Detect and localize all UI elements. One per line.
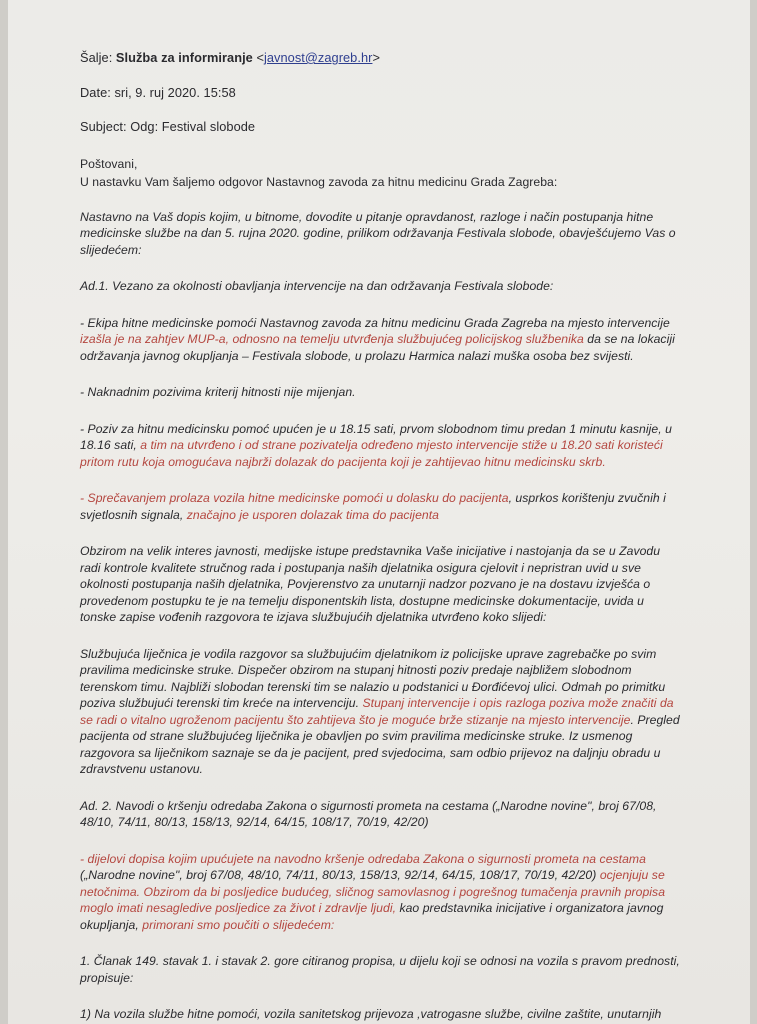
subject-line: Subject: Odg: Festival slobode [80,119,256,134]
from-email-link[interactable]: javnost@zagreb.hr [263,50,373,65]
from-name: Služba za informiranje [115,50,253,65]
paragraph-oversight: Obzirom na velik interes javnosti, medijske istupe predstavnika Vaše inicijative i nastojanja da se u Zavodu radi kontrole kvalitete stručnog rada i postupanja naših djelatnika osigura cjelovit i nepristran uvid u sve okolnosti postupanja naših djelatnika, Povjerenstvo za unutarnji nadzor pozvano je na dostavu izvješća o provedenom postupku te je na temelju disponentskih lista, dostupne medicinske dokumentacije, uvida u tonske zapise vođenih razgovora te izjava službujućih djelatnika utvrđeno koko slijedi: [80,544,661,624]
paragraph-findings: Službujuća liječnica je vodila razgovor sa službujućim djelatnikom iz policijske uprave zagrebačke po svim pravilima medicinske struke. Dispečer obzirom na stupanj hitnosti poziv predaje najbližem slobodnom terenskom timu. Najbliži slobodan terenski tim se nalazio u podstanici u Đorđićevoj ulici. Odmah po primitku poziva službujući terenski tim kreće na intervenciju. Stupanj intervencije i opis razloga poziva može značiti da se radi o vitalno ugroženom pacijentu što zahtijeva što je moguće brže stizanje na mjesto intervencije. Pregled pacijenta od strane službujućeg liječnika je obavljen po svim pravilima medicinske struke. Iz usmenog razgovora sa liječnikom saznaje se da je pacijent, pred svjedocima, sam odbio prijevoz na daljnju obradu u zdravstvenu ustanovu. [80,646,680,776]
date-line: Date: sri, 9. ruj 2020. 15:58 [80,84,236,100]
paragraph-law-claims: - dijelovi dopisa kojim upućujete na navodno kršenje odredaba Zakona o sigurnosti prometa na cestama („Narodne novine", broj 67/08, 48/10, 74/11, 80/13, 158/13, 92/14, 64/15, 108/17, 70/19, 42/20) ocjenjuju se netočnima. Obzirom da bi posljedice budućeg, sličnog samovlasnog i pogrešnog tumačenja pravnih propisa moglo imati nesagledive posljedice za život i zdravlje ljudi, kao predstavnika inicijative i organizatora javnog okupljanja, primorani smo poučiti o slijedećem: [80,851,666,932]
section-ad1-heading: Ad.1. Vezano za okolnosti obavljanja intervencije na dan održavanja Festivala slobode: [80,279,554,293]
paragraph-article-text: 1) Na vozila službe hitne pomoći, vozila sanitetskog prijevoza ,vatrogasne službe, civilne zaštite, unutarnjih [80,1007,662,1021]
document-page [8,0,750,1024]
paragraph-article-149: 1. Članak 149. stavak 1. i stavak 2. gore citiranog propisa, u dijelu koji se odnosi na vozila s pravom prednosti, propisuje: [80,954,680,985]
from-label: Šalje: [80,50,113,65]
paragraph-team-dispatch: - Ekipa hitne medicinske pomoći Nastavnog zavoda za hitnu medicinu Grada Zagreba na mjesto intervencije izašla je na zahtjev MUP-a, odnosno na temelju utvrđenja službujućeg policijskog službenika da se na lokaciji održavanja javnog okupljanja – Festivala slobode, u prolazu Harmica nalazi muška osoba bez svijesti. [80,315,675,363]
paragraph-urgency: - Naknadnim pozivima kriterij hitnosti nije mijenjan. [80,385,356,399]
greeting: Poštovani, [80,156,138,171]
email-body [80,50,680,1024]
section-ad2-heading: Ad. 2. Navodi o kršenju odredaba Zakona o sigurnosti prometa na cestama („Narodne novine", broj 67/08, 48/10, 74/11, 80/13, 158/13, 92/14, 64/15, 108/17, 70/19, 42/20) [80,798,657,829]
paragraph-call-time: - Poziv za hitnu medicinsku pomoć upućen je u 18.15 sati, prvom slobodnom timu predan 1 minutu kasnije, u 18.16 sati, a tim na utvrđeno i od strane pozivatelja određeno mjesto intervencije stiže u 18.20 sati koristeći pritom rutu koja omogućava najbrži dolazak do pacijenta koji je zahtijevao hitnu medicinsku skrb. [80,421,672,469]
from-line: Šalje: Služba za informiranje <javnost@zagreb.hr> [80,50,380,65]
intro-line: U nastavku Vam šaljemo odgovor Nastavnog zavoda za hitnu medicinu Grada Zagreba: [80,175,558,189]
paragraph-obstruction: - Sprečavanjem prolaza vozila hitne medicinske pomoći u dolasku do pacijenta, usprkos korištenju zvučnih i svjetlosnih signala, značajno je usporen dolazak tima do pacijenta [80,491,666,522]
paragraph-intro: Nastavno na Vaš dopis kojim, u bitnome, dovodite u pitanje opravdanost, razloge i način postupanja hitne medicinske službe na dan 5. rujna 2020. godine, prilikom održavanja Festivala slobode, obavješćujemo Vas o slijedećem: [80,209,676,257]
